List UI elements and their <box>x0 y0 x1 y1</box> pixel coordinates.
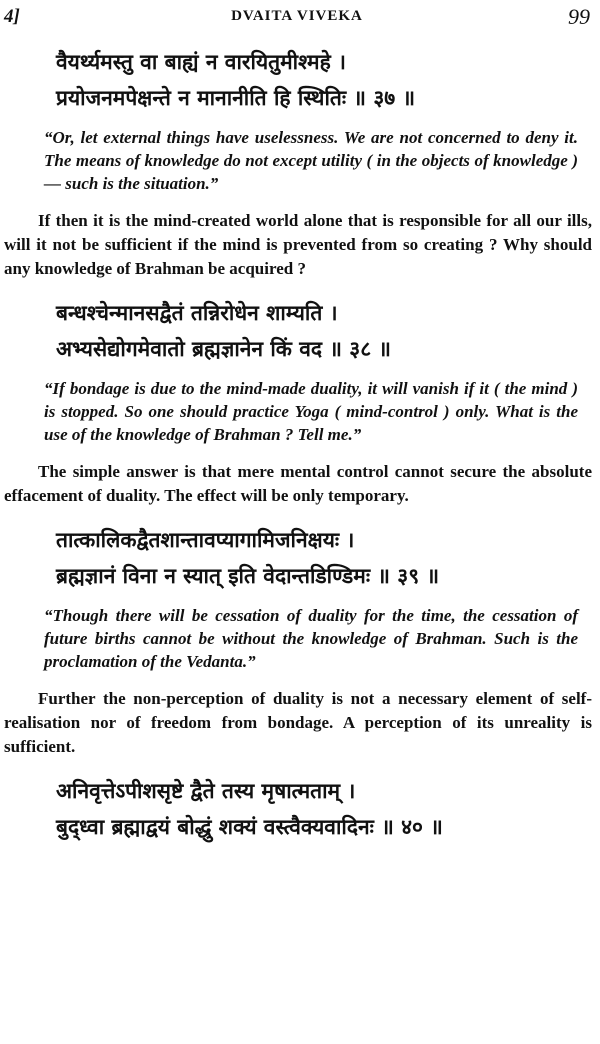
translation-39: “Though there will be cessation of duality for the time, the cessation of future births cannot be without the knowledge of Brahman. Such is the proclamation of the Vedanta.” <box>44 606 578 671</box>
verse-line: ब्रह्मज्ञानं विना न स्यात् इति वेदान्तडिण्डिमः ॥ ३९ ॥ <box>56 564 440 588</box>
verse-line: तात्कालिकद्वैतशान्तावप्यागामिजनिक्षयः । <box>56 528 355 552</box>
page-body <box>4 44 592 845</box>
commentary-paragraph: Further the non-perception of duality is not a necessary element of self-realisation nor of freedom from bondage. A perception of its unreality is sufficient. <box>4 689 592 756</box>
commentary-paragraph: If then it is the mind-created world alone that is responsible for all our ills, will it not be sufficient if the mind is prevented from so creating ? Why should any knowledge of Brahman be acquired ? <box>4 211 592 278</box>
verse-line: अभ्यसेद्योगमेवातो ब्रह्मज्ञानेन किं वद ॥ ३८ ॥ <box>56 337 392 361</box>
running-title: DVAITA VIVEKA <box>231 8 363 24</box>
verse-40 <box>4 773 592 845</box>
verse-line: बन्धश्चेन्मानसद्वैतं तन्निरोधेन शाम्यति । <box>56 301 338 325</box>
verse-line: अनिवृत्तेऽपीशसृष्टे द्वैते तस्य मृषात्मताम् । <box>56 779 356 803</box>
verse-line: बुद्ध्वा ब्रह्माद्वयं बोद्धुं शक्यं वस्त्वैक्यवादिनः ॥ ४० ॥ <box>56 815 443 839</box>
page-header <box>4 6 590 30</box>
commentary-paragraph: The simple answer is that mere mental control cannot secure the absolute effacement of duality. The effect will be only temporary. <box>4 462 592 505</box>
translation-37: “Or, let external things have uselessness. We are not concerned to deny it. The means of knowledge do not except utility ( in the objects of knowledge ) — such is the situation.” <box>44 128 578 193</box>
verse-line: प्रयोजनमपेक्षन्ते न मानानीति हि स्थितिः ॥ ३७ ॥ <box>56 86 416 110</box>
chapter-marker: 4] <box>4 6 20 27</box>
verse-38 <box>4 295 592 367</box>
verse-39 <box>4 522 592 594</box>
translation-38: “If bondage is due to the mind-made duality, it will vanish if it ( the mind ) is stopped. So one should practice Yoga ( mind-control ) only. What is the use of the knowledge of Brahman ? Tell me.” <box>44 379 578 444</box>
page-number: 99 <box>568 4 590 29</box>
verse-line: वैयर्थ्यमस्तु वा बाह्यं न वारयितुमीश्महे । <box>56 50 347 74</box>
verse-37 <box>4 44 592 116</box>
